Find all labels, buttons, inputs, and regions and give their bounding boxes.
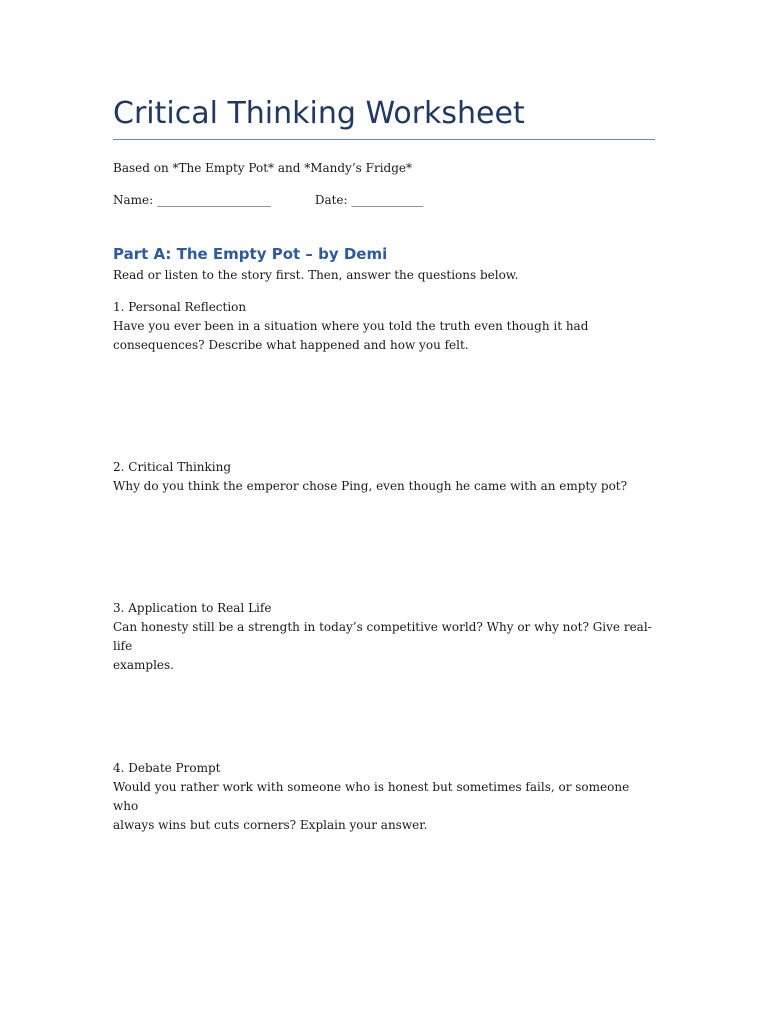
instructions: Read or listen to the story first. Then, answer the questions below. [113,268,519,282]
name-date-line [113,191,423,210]
question-title: 2. Critical Thinking [113,460,232,474]
question-title: 3. Application to Real Life [113,601,272,615]
date-field: Date: ____________ [314,193,424,207]
page-title: Critical Thinking Worksheet [113,96,525,131]
question-title: 1. Personal Reflection [113,300,247,314]
question-text: Can honesty still be a strength in today’s competitive world? Why or why not? Give real-life [113,620,652,653]
subtitle: Based on *The Empty Pot* and *Mandy’s Fridge* [113,161,412,175]
question-text: always wins but cuts corners? Explain your answer. [113,818,428,832]
question-text: consequences? Describe what happened and how you felt. [113,338,469,352]
section-heading-part-a: Part A: The Empty Pot – by Demi [113,245,388,263]
question-text: Have you ever been in a situation where you told the truth even though it had [113,319,589,333]
question-text: Why do you think the emperor chose Ping, even though he came with an empty pot? [113,479,628,493]
name-field: Name: ___________________ [113,193,271,207]
question-3 [113,599,658,675]
title-underline [113,139,655,140]
question-text: examples. [113,658,174,672]
question-title: 4. Debate Prompt [113,761,221,775]
question-4 [113,759,658,835]
question-1 [113,298,658,355]
question-2 [113,458,658,496]
question-text: Would you rather work with someone who is honest but sometimes fails, or someone who [113,780,630,813]
